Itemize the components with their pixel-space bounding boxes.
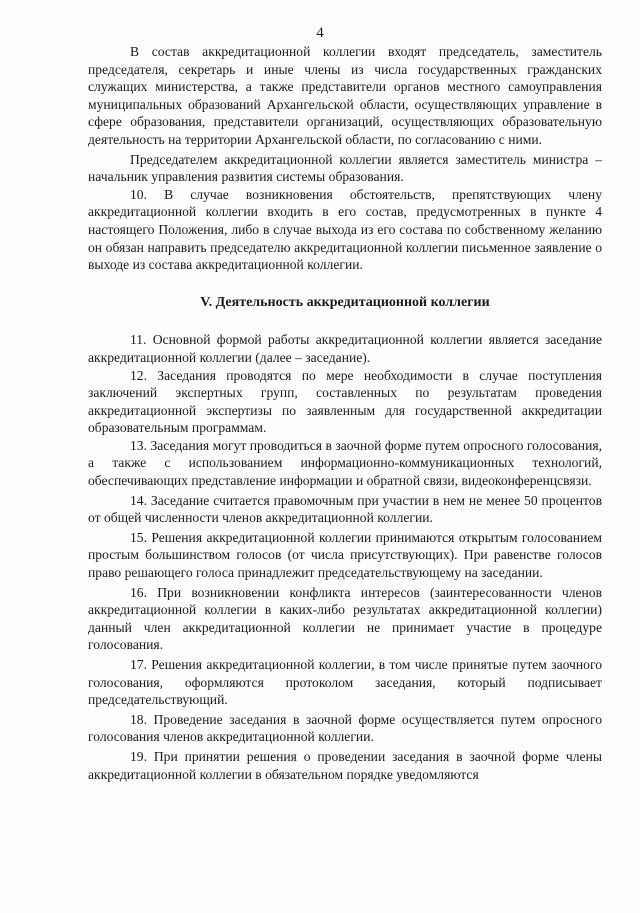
paragraph-10: 10. В случае возникновения обстоятельств, препятствующих члену аккредитационной коллегии входить в его состав, предусмотренных в пункте 4 настоящего Положения, либо в случае выхода из его состава по собственному желанию он обязан направить председателю аккредитационной коллегии письменное заявление о выходе из состава аккредитационной коллегии. xyxy=(88,186,602,273)
paragraph-12: 12. Заседания проводятся по мере необходимости в случае поступления заключений экспертных групп, составленных по результатам проведения аккредитационной экспертизы по заявленным для государственной аккредитации образовательным программам. xyxy=(88,367,602,436)
paragraph-17: 17. Решения аккредитационной коллегии, в том числе принятые путем заочного голосования, оформляются протоколом заседания, который подписывает председательствующий. xyxy=(88,657,602,708)
document-body xyxy=(88,43,602,783)
paragraph-14: 14. Заседание считается правомочным при участии в нем не менее 50 процентов от общей численности членов аккредитационной коллегии. xyxy=(88,492,602,526)
paragraph-13: 13. Заседания могут проводиться в заочной форме путем опросного голосования, а также с использованием информационно-коммуникационных технологий, обеспечивающих представление информации и обратной связи, видеоконференцсвязи. xyxy=(88,437,602,489)
paragraph-chairman: Председателем аккредитационной коллегии является заместитель министра – начальник управления развития системы образования. xyxy=(88,151,602,185)
page-number: 4 xyxy=(316,25,324,41)
paragraph-19: 19. При принятии решения о проведении заседания в заочной форме члены аккредитационной коллегии в обязательном порядке уведомляются xyxy=(88,748,602,782)
section-heading: V. Деятельность аккредитационной коллегии xyxy=(200,294,490,310)
paragraph-18: 18. Проведение заседания в заочной форме осуществляется путем опросного голосования членов аккредитационной коллегии. xyxy=(88,711,602,745)
paragraph-accreditation-board-composition: В состав аккредитационной коллегии входят председатель, заместитель председателя, секретарь и иные члены из числа государственных гражданских служащих министерства, а также представители органов местного самоуправления муниципальных образований Архангельской области, осуществляющих управление в сфере образования, представители организаций, осуществляющих образовательную деятельность на территории Архангельской области, по согласованию с ними. xyxy=(88,44,602,147)
paragraph-11: 11. Основной формой работы аккредитационной коллегии является заседание аккредитационной коллегии (далее – заседание). xyxy=(88,332,602,365)
paragraph-15: 15. Решения аккредитационной коллегии принимаются открытым голосованием простым большинством голосов (от числа присутствующих). При равенстве голосов право решающего голоса принадлежит председательствующему на заседании. xyxy=(88,529,602,581)
paragraph-16: 16. При возникновении конфликта интересов (заинтересованности членов аккредитационной коллегии в каких-либо результатах аккредитационной коллегии) данный член аккредитационной коллегии не принимает участие в процедуре голосования. xyxy=(88,584,602,653)
